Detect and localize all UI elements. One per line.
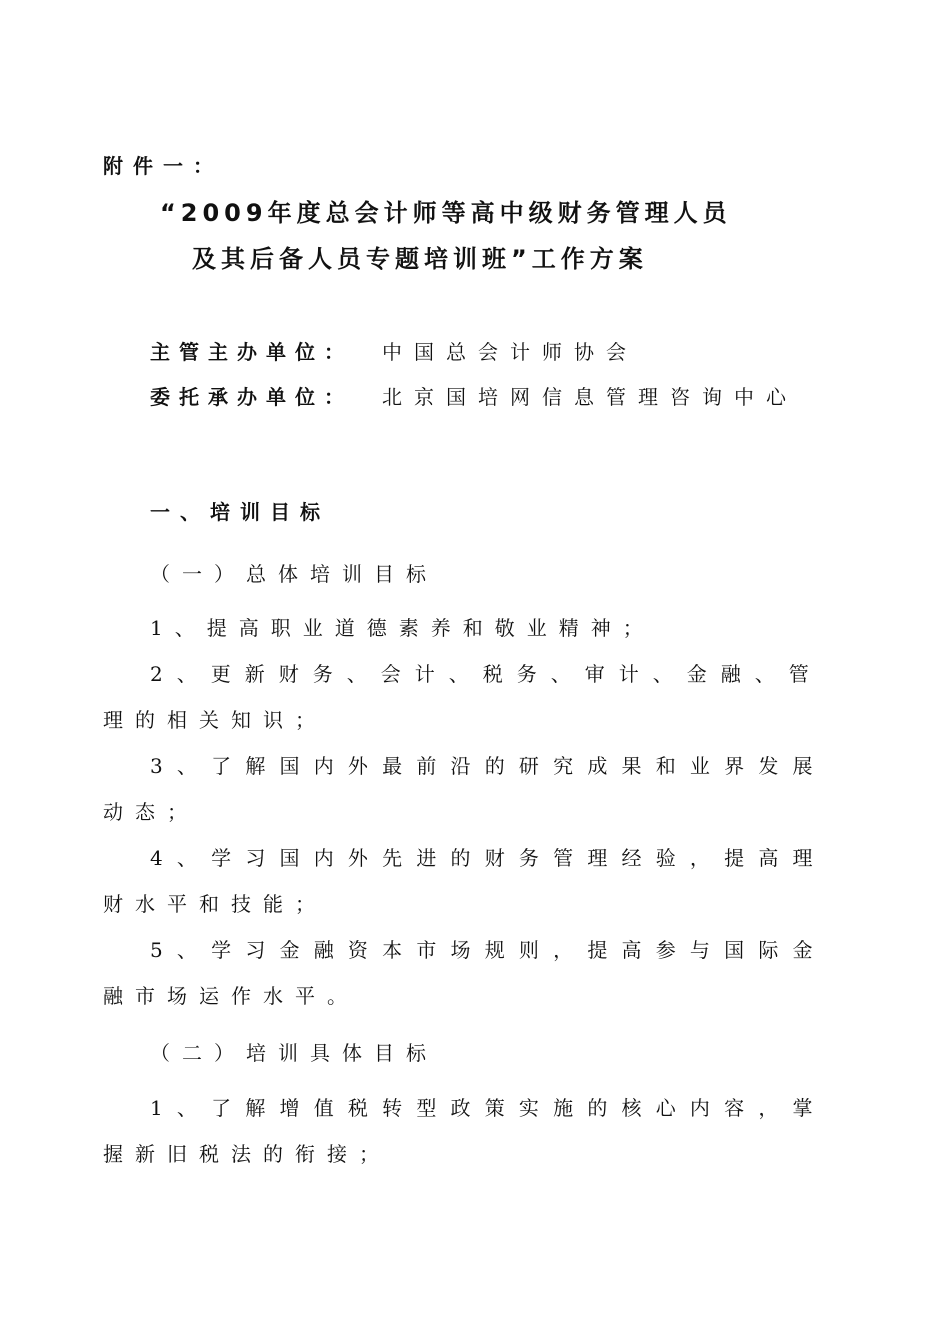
section-heading: 一、培训目标	[150, 500, 330, 524]
list-item: 5、学习金融资本市场规则，提高参与国际金	[150, 938, 827, 962]
subsection-heading-specific: （二）培训具体目标	[150, 1041, 438, 1065]
list-item: 2、更新财务、会计、税务、审计、金融、管	[150, 662, 823, 686]
list-item-continuation: 理的相关知识；	[103, 708, 327, 732]
list-item-continuation: 融市场运作水平。	[103, 984, 359, 1008]
list-item: 1、了解增值税转型政策实施的核心内容，掌	[150, 1096, 827, 1120]
list-item: 3、了解国内外最前沿的研究成果和业界发展	[150, 754, 827, 778]
subsection-heading-overall: （一）总体培训目标	[150, 562, 438, 586]
list-item: 1、提高职业道德素养和敬业精神；	[150, 616, 655, 640]
list-item-continuation: 握新旧税法的衔接；	[103, 1142, 391, 1166]
host-organizer-label: 主管主办单位：	[150, 340, 353, 364]
document-title-line-2: 及其后备人员专题培训班”工作方案	[192, 245, 648, 273]
entrusted-organizer-label: 委托承办单位：	[150, 385, 353, 409]
document-title-line-1: “2009年度总会计师等高中级财务管理人员	[160, 199, 732, 227]
host-organizer-value: 中国总会计师协会	[382, 340, 638, 364]
attachment-label: 附件一：	[103, 154, 223, 178]
list-item-continuation: 财水平和技能；	[103, 892, 327, 916]
entrusted-organizer-value: 北京国培网信息管理咨询中心	[382, 385, 798, 409]
list-item: 4、学习国内外先进的财务管理经验，提高理	[150, 846, 827, 870]
list-item-continuation: 动态；	[103, 800, 199, 824]
